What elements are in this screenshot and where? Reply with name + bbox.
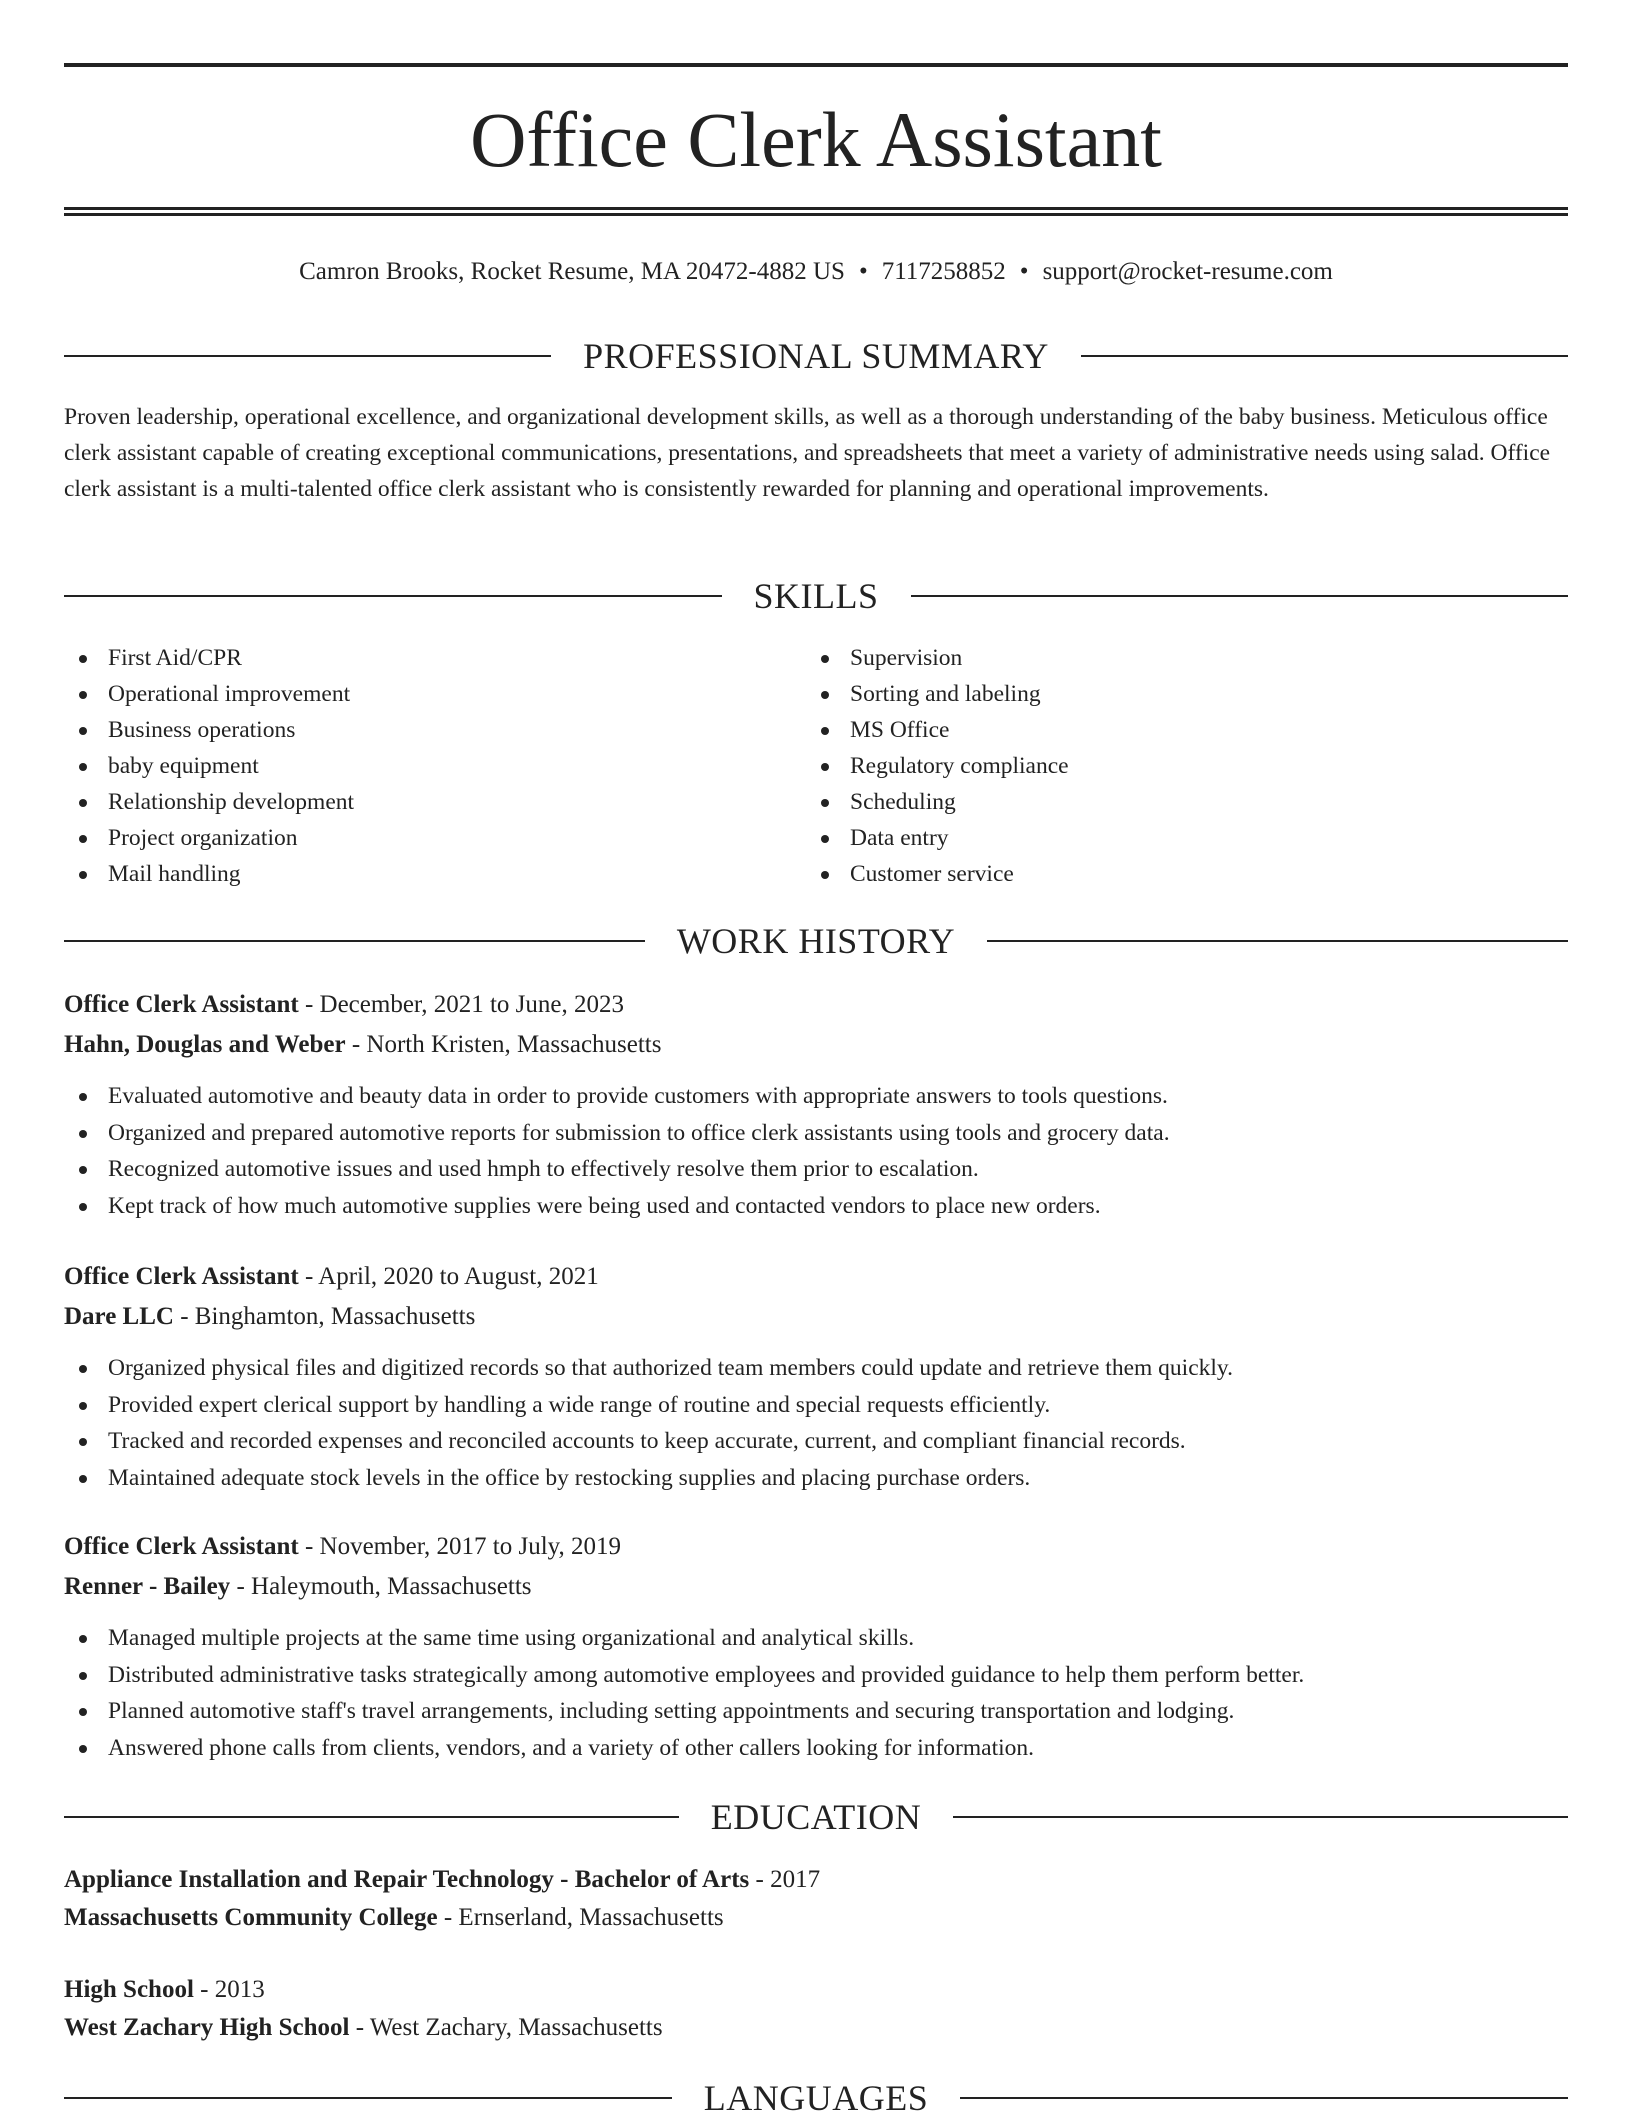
skill-item: Business operations [64,712,804,748]
section-title: LANGUAGES [703,2078,929,2118]
skill-item: Data entry [806,820,1546,856]
heading-rule [64,1816,679,1818]
job-bullet: Tracked and recorded expenses and reconciled accounts to keep accurate, current, and compliant financial records. [64,1423,1568,1460]
dash: - [193,1976,215,2003]
contact-separator: • [1019,258,1029,285]
job-title: Office Clerk Assistant [64,1263,299,1290]
section-title: WORK HISTORY [676,921,956,961]
job-location: Haleymouth, Massachusetts [251,1573,532,1600]
job-bullet: Recognized automotive issues and used hmph to effectively resolve them prior to escalation. [64,1151,1568,1188]
skill-item: Relationship development [64,784,804,820]
job-company: Renner - Bailey [64,1573,231,1600]
skill-item: Project organization [64,820,804,856]
job-title: Office Clerk Assistant [64,1533,299,1560]
skill-item: Scheduling [806,784,1546,820]
job-title-line [64,986,1568,1024]
education-location: West Zachary, Massachusetts [369,2014,663,2041]
top-rule [64,63,1568,67]
dash: - [298,991,320,1018]
skill-item: First Aid/CPR [64,640,804,676]
section-heading-work-history [64,919,1568,963]
section-heading-summary [64,334,1568,378]
job-bullet: Answered phone calls from clients, vendors, and a variety of other callers looking for information. [64,1730,1568,1767]
job-bullet: Kept track of how much automotive supplies were being used and contacted vendors to place new orders. [64,1188,1568,1225]
job-entry [64,1528,1568,1766]
job-title-line [64,1258,1568,1296]
dash: - [749,1866,771,1893]
job-company: Hahn, Douglas and Weber [64,1031,346,1058]
heading-rule [1081,355,1568,357]
section-heading-languages [64,2076,1568,2120]
contact-address: Camron Brooks, Rocket Resume, MA 20472-4882 US [299,258,845,285]
heading-rule [987,940,1568,942]
education-school: Massachusetts Community College [64,1904,438,1931]
heading-rule [64,2097,672,2099]
section-title: EDUCATION [710,1797,922,1837]
dash: - [173,1303,195,1330]
job-title: Office Clerk Assistant [64,991,299,1018]
job-company-line [64,1298,1568,1336]
job-location: North Kristen, Massachusetts [366,1031,662,1058]
heading-rule [911,595,1569,597]
education-school-line [64,1899,1568,1937]
skill-item: Customer service [806,856,1546,892]
heading-rule [64,595,722,597]
education-degree: High School [64,1976,194,2003]
skill-item: Operational improvement [64,676,804,712]
job-bullet: Maintained adequate stock levels in the office by restocking supplies and placing purchase orders. [64,1460,1568,1497]
job-company-line [64,1026,1568,1064]
dash: - [298,1533,320,1560]
skill-item: MS Office [806,712,1546,748]
education-year: 2017 [770,1866,821,1893]
contact-email: support@rocket-resume.com [1042,258,1333,285]
job-title-line [64,1528,1568,1566]
contact-line [64,254,1568,290]
skills-list-right [806,640,1546,892]
section-title: PROFESSIONAL SUMMARY [583,336,1049,376]
education-degree-line [64,1861,1568,1899]
header-double-rule [64,207,1568,216]
job-bullets [64,1078,1568,1224]
contact-phone: 7117258852 [881,258,1006,285]
section-heading-skills [64,574,1568,618]
job-company: Dare LLC [64,1303,174,1330]
job-dates: December, 2021 to June, 2023 [319,991,625,1018]
summary-text: Proven leadership, operational excellence, and organizational development skills, as well as a thorough understanding of the baby business. Meticulous office clerk assistant capable of creating exceptional communications, presentations, and spreadsheets that meet a variety of administrative needs using salad. Office clerk assistant is a multi-talented office clerk assistant who is consistently rewarded for planning and operational improvements. [64,404,1551,502]
education-year: 2013 [214,1976,265,2003]
skill-item: Mail handling [64,856,804,892]
job-bullets [64,1620,1568,1766]
education-degree-line [64,1971,1568,2009]
heading-rule [64,940,645,942]
job-bullet: Organized physical files and digitized records so that authorized team members could update and retrieve them quickly. [64,1350,1568,1387]
job-entry [64,1258,1568,1496]
skill-item: Sorting and labeling [806,676,1546,712]
job-bullet: Distributed administrative tasks strategically among automotive employees and provided guidance to help them perform better. [64,1657,1568,1694]
education-school-line [64,2009,1568,2047]
education-school: West Zachary High School [64,2014,350,2041]
job-bullets [64,1350,1568,1496]
resume-name: Office Clerk Assistant [470,96,1162,183]
job-entry [64,986,1568,1224]
dash: - [230,1573,252,1600]
skill-item: baby equipment [64,748,804,784]
dash: - [349,2014,370,2041]
heading-rule [953,1816,1568,1818]
skills-list-left [64,640,804,892]
job-dates: April, 2020 to August, 2021 [318,1263,599,1290]
education-entry [64,1861,1568,1937]
contact-separator: • [858,258,868,285]
section-title: SKILLS [753,576,879,616]
education-location: Ernserland, Massachusetts [458,1904,724,1931]
heading-rule [960,2097,1568,2099]
heading-rule [64,355,551,357]
job-dates: November, 2017 to July, 2019 [319,1533,622,1560]
section-heading-education [64,1795,1568,1839]
dash: - [345,1031,367,1058]
job-bullet: Organized and prepared automotive reports for submission to office clerk assistants using tools and grocery data. [64,1115,1568,1152]
skill-item: Supervision [806,640,1546,676]
job-bullet: Provided expert clerical support by handling a wide range of routine and special requests efficiently. [64,1387,1568,1424]
job-bullet: Planned automotive staff's travel arrangements, including setting appointments and securing transportation and lodging. [64,1693,1568,1730]
job-bullet: Managed multiple projects at the same time using organizational and analytical skills. [64,1620,1568,1657]
education-degree: Appliance Installation and Repair Technology - Bachelor of Arts [64,1866,750,1893]
dash: - [298,1263,319,1290]
dash: - [437,1904,459,1931]
skill-item: Regulatory compliance [806,748,1546,784]
job-location: Binghamton, Massachusetts [194,1303,476,1330]
job-bullet: Evaluated automotive and beauty data in order to provide customers with appropriate answers to tools questions. [64,1078,1568,1115]
job-company-line [64,1568,1568,1606]
education-entry [64,1971,1568,2047]
